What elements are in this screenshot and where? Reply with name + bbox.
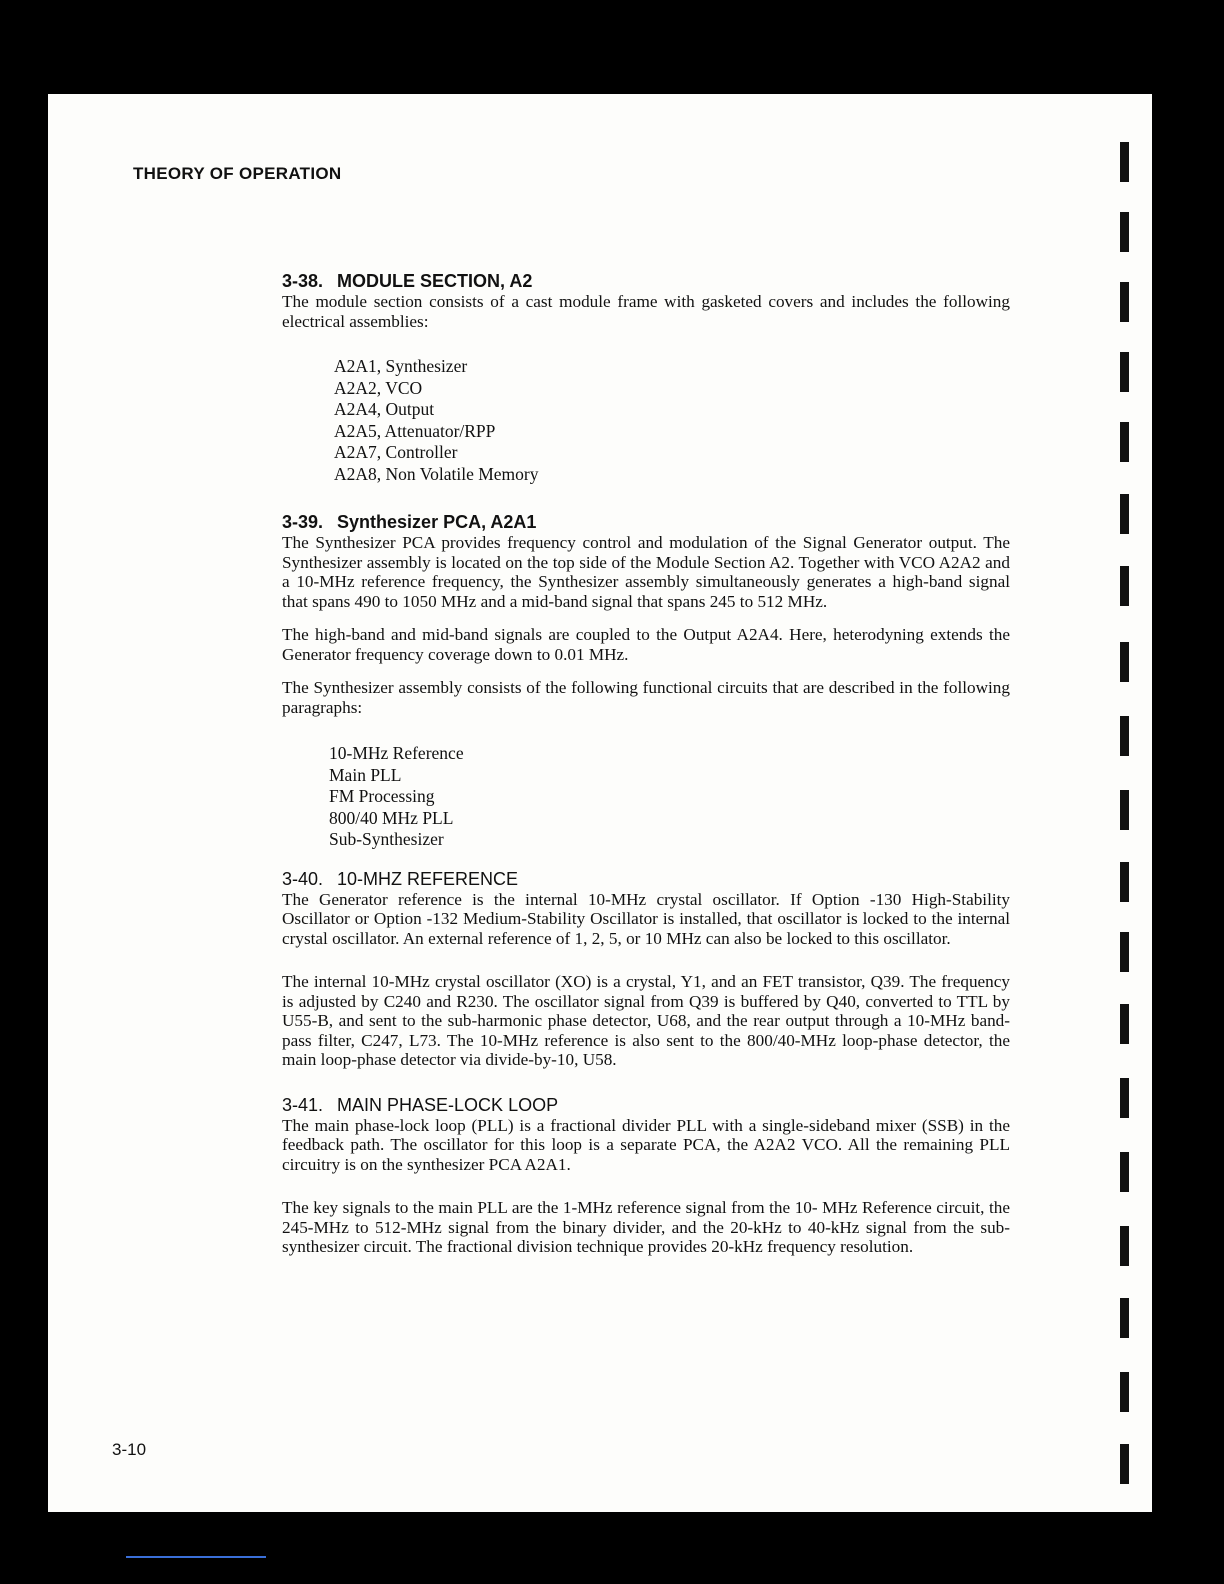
list-item: A2A2, VCO: [334, 377, 423, 398]
section-number: 3-40.: [282, 868, 324, 889]
binding-edge-mark: [1120, 282, 1129, 322]
running-title: THEORY OF OPERATION: [133, 164, 342, 183]
binding-edge-mark: [1120, 352, 1129, 392]
section-title: Synthesizer PCA, A2A1: [337, 512, 537, 532]
list-item: Main PLL: [329, 764, 402, 785]
section-title: MODULE SECTION, A2: [337, 271, 533, 291]
section-3-39: [282, 511, 1010, 851]
scan-edge-line: [126, 1556, 266, 1558]
binding-edge-mark: [1120, 1152, 1129, 1192]
binding-edge-mark: [1120, 422, 1129, 462]
binding-edge-mark: [1120, 932, 1129, 972]
section-number: 3-41.: [282, 1094, 324, 1115]
binding-edge-mark: [1120, 790, 1129, 830]
binding-edge-mark: [1120, 716, 1129, 756]
list-item: A2A1, Synthesizer: [334, 356, 468, 376]
section-3-38: [282, 270, 1010, 485]
binding-edge-mark: [1120, 494, 1129, 534]
binding-edge-mark: [1120, 212, 1129, 252]
list-item: 10-MHz Reference: [329, 743, 464, 763]
list-item: FM Processing: [329, 786, 435, 806]
section-number: 3-39.: [282, 512, 324, 532]
document-page: [48, 94, 1152, 1512]
binding-edge-mark: [1120, 862, 1129, 902]
binding-edge-mark: [1120, 1226, 1129, 1266]
list-item: A2A4, Output: [334, 399, 435, 419]
binding-edge-mark: [1120, 142, 1129, 182]
paragraph: The key signals to the main PLL are the 1-MHz reference signal from the 10- MHz Reference circuit, the 245-MHz to 512-MHz signal from the binary divider, and the 20-kHz to 40-kHz signal from the sub-synthesizer circuit. The fractional division technique provides 20-kHz frequency resolution.: [282, 1198, 1010, 1256]
section-heading: [282, 868, 1010, 890]
section-number: 3-38.: [282, 271, 324, 291]
section-heading: [282, 1094, 1010, 1116]
list-item: A2A7, Controller: [334, 442, 458, 462]
section-heading: [282, 511, 1010, 533]
binding-edge-mark: [1120, 642, 1129, 682]
circuit-list: [329, 743, 1010, 851]
section-3-40: [282, 868, 1010, 1094]
paragraph: The internal 10-MHz crystal oscillator (XO) is a crystal, Y1, and an FET transistor, Q39. The frequency is adjusted by C240 and R230. The oscillator signal from Q39 is buffered by Q40, converted to TTL by U55-B, and sent to the sub-harmonic phase detector, U68, and the rear output through a 10-MHz band-pass filter, C247, L73. The 10-MHz reference is also sent to the 800/40-MHz loop-phase detector, the main loop-phase detector via divide-by-10, U58.: [282, 972, 1010, 1069]
section-title: 10-MHZ REFERENCE: [337, 868, 519, 889]
paragraph: The Synthesizer PCA provides frequency control and modulation of the Signal Generator output. The Synthesizer assembly is located on the top side of the Module Section A2. Together with VCO A2A2 and a 10-MHz reference frequency, the Synthesizer assembly simultaneously generates a high-band signal that spans 490 to 1050 MHz and a mid-band signal that spans 245 to 512 MHz.: [282, 533, 1010, 611]
paragraph: The module section consists of a cast module frame with gasketed covers and includes the following electrical assemblies:: [282, 292, 1010, 331]
binding-edge-mark: [1120, 566, 1129, 606]
paragraph: The Generator reference is the internal 10-MHz crystal oscillator. If Option -130 High-Stability Oscillator or Option -132 Medium-Stability Oscillator is installed, that oscillator is locked to the internal crystal oscillator. An external reference of 1, 2, 5, or 10 MHz can also be locked to this oscillator.: [282, 889, 1010, 948]
binding-edge-mark: [1120, 1004, 1129, 1044]
list-item: 800/40 MHz PLL: [329, 807, 454, 828]
spacer: [282, 948, 1010, 972]
section-heading: [282, 270, 1010, 292]
list-item: A2A8, Non Volatile Memory: [334, 463, 539, 484]
list-item: A2A5, Attenuator/RPP: [334, 420, 496, 441]
paragraph: The main phase-lock loop (PLL) is a fractional divider PLL with a single-sideband mixer (SSB) in the feedback path. The oscillator for this loop is a separate PCA, the A2A2 VCO. All the remaining PLL circuitry is on the synthesizer PCA A2A1.: [282, 1115, 1010, 1174]
page-content: [282, 270, 1010, 1257]
section-title: MAIN PHASE-LOCK LOOP: [337, 1094, 559, 1115]
assembly-list: [334, 356, 1010, 485]
list-item: Sub-Synthesizer: [329, 829, 444, 849]
page-number: 3-10: [112, 1440, 147, 1459]
binding-edge-mark: [1120, 1372, 1129, 1412]
section-3-41: [282, 1094, 1010, 1257]
spacer: [282, 611, 1010, 625]
binding-edge-mark: [1120, 1298, 1129, 1338]
binding-edge-mark: [1120, 1078, 1129, 1118]
binding-edge-mark: [1120, 1444, 1129, 1484]
spacer: [282, 1174, 1010, 1198]
spacer: [282, 664, 1010, 678]
paragraph: The Synthesizer assembly consists of the following functional circuits that are described in the following paragraphs:: [282, 678, 1010, 717]
spacer: [282, 1070, 1010, 1094]
paragraph: The high-band and mid-band signals are coupled to the Output A2A4. Here, heterodyning extends the Generator frequency coverage down to 0.01 MHz.: [282, 625, 1010, 664]
